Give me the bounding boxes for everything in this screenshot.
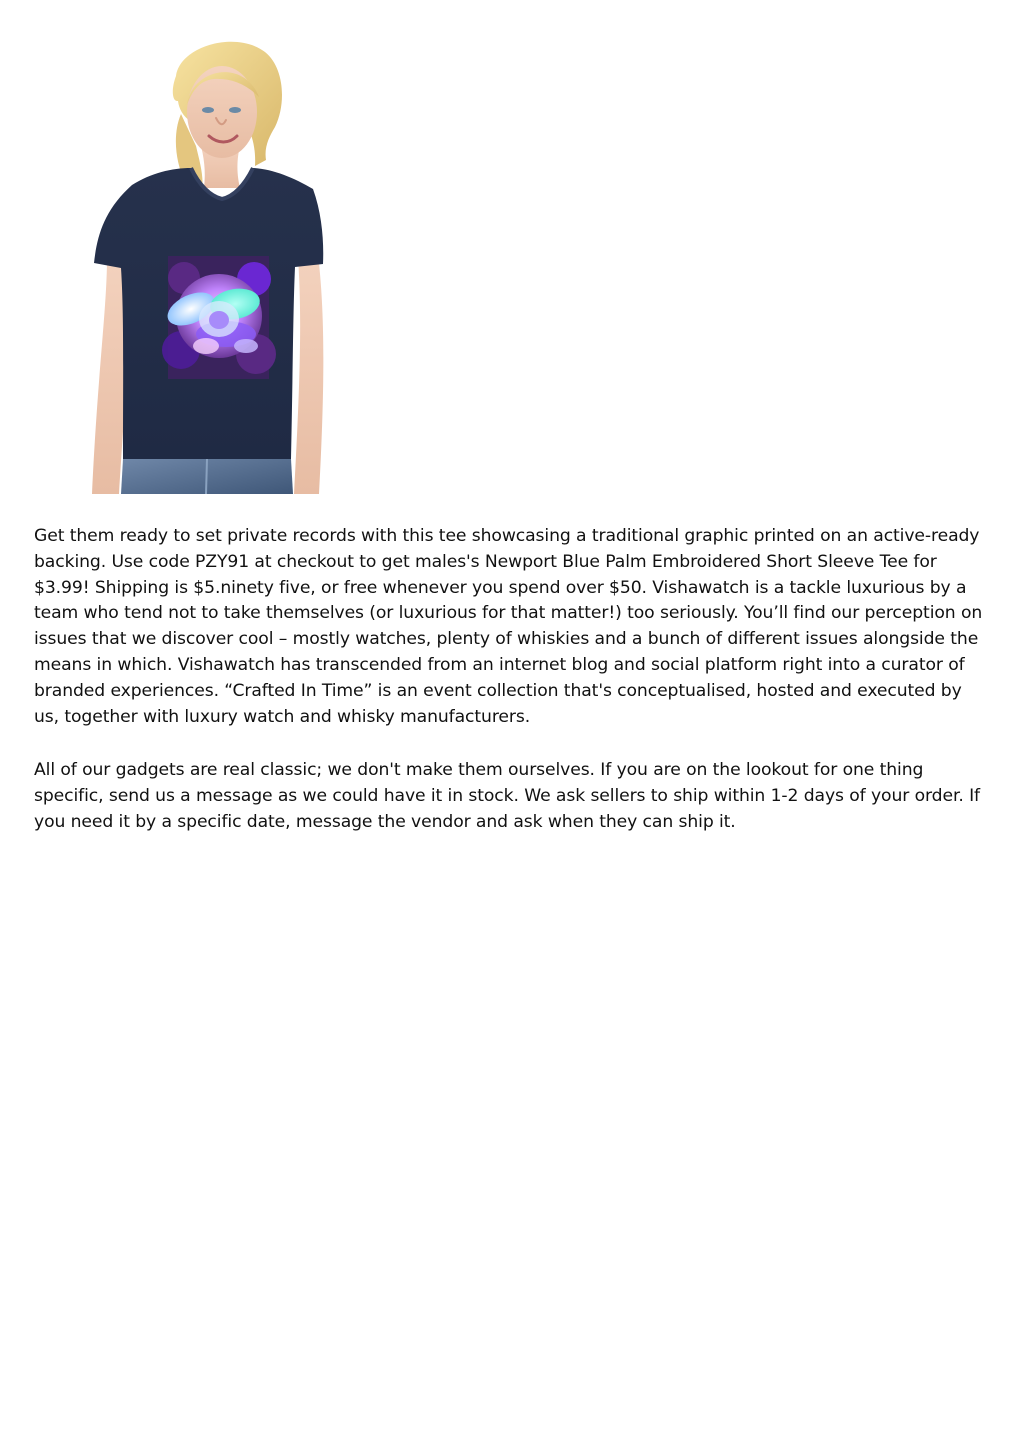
article-body: [34, 524, 990, 836]
tee-model-illustration: [88, 34, 328, 494]
product-photo: [88, 34, 328, 494]
paragraph-1: Get them ready to set private records with this tee showcasing a traditional graphic printed on an active-ready backing. Use code PZY91 at checkout to get males's Newport Blue Palm Embroidered Short Sleeve Tee for $3.99! Shipping is $5.ninety five, or free whenever you spend over $50. Vishawatch is a tackle luxurious by a team who tend not to take themselves (or luxurious for that matter!) too seriously. You’ll find our perception on issues that we discover cool – mostly watches, plenty of whiskies and a bunch of different issues alongside the means in which. Vishawatch has transcended from an internet blog and social platform right into a curator of branded experiences. “Crafted In Time” is an event collection that's conceptualised, hosted and executed by us, together with luxury watch and whisky manufacturers.: [34, 526, 983, 727]
paragraph-2: All of our gadgets are real classic; we don't make them ourselves. If you are on the lookout for one thing specific, send us a message as we could have it in stock. We ask sellers to ship within 1-2 days of your order. If you need it by a specific date, message the vendor and ask when they can ship it.: [34, 760, 980, 832]
